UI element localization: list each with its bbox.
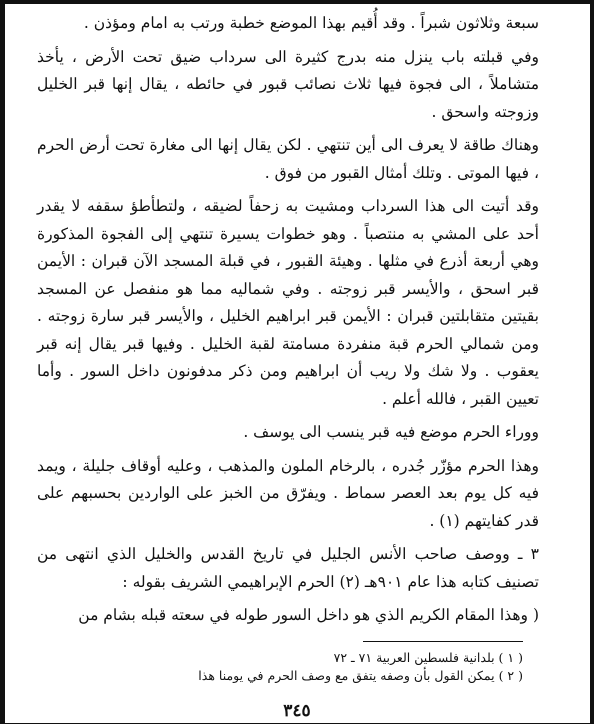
footnote-1: ( ١ ) بلدانية فلسطين العربية ٧١ ـ ٧٢	[333, 650, 523, 665]
paragraph-6: وهذا الحرم مؤزّر جُدره ، بالرخام الملون والمذهب ، وعليه أوقاف جليلة ، ويمد فيه كل يوم بعد العصر سماط . ويفرّق من الخبز على الواردين بحسبهم على قدر كفايتهم (١) .	[37, 456, 539, 530]
footnote-2: ( ٢ ) يمكن القول بأن وصفه يتفق مع وصف الحرم في يومنا هذا	[198, 668, 523, 683]
paragraph-5: ووراء الحرم موضع فيه قبر ينسب الى يوسف .	[243, 423, 539, 441]
paragraph-4: وقد أتيت الى هذا السرداب ومشيت به زحفاً لضيقه ، ولتطأطؤ سقفه لا يقدر أحد على المشي به منتصباً . وهو خطوات يسيرة تنتهي إلى الفجوة المذكورة وهي أربعة أذرع في مثلها . وهيئة القبور ، في قبلة المسجد الآن قبران : الأيمن قبر اسحق ، والأيسر قبر زوجته . وفي شماليه مما هو منفصل عن المسجد بقيتين متقابلتين قبران : الأيمن قبر ابراهيم الخليل ، والأيسر قبر سارة زوجته . ومن شمالي الحرم قبة منفردة مسامتة لقبة الخليل . وفيها قبر يقال إنه قبر يعقوب . ولا شك ولا ريب أن ابراهيم ومن ذكر مدفونون داخل السور . وأما تعيين القبر ، فالله أعلم .	[37, 197, 539, 408]
paragraph-1: سبعة وثلاثون شبراً . وقد أُقيم بهذا الموضع خطبة ورتب به امام ومؤذن .	[83, 14, 539, 32]
paragraph-2: وفي قبلته باب ينزل منه بدرج كثيرة الى سرداب ضيق تحت الأرض ، يأخذ متشاملاً ، الى فجوة فيها ثلاث نصائب قبور في حائطه ، يقال إنها قبر الخليل وزوجته واسحق .	[37, 47, 539, 121]
footnotes	[61, 649, 523, 685]
paragraph-3: وهناك طاقة لا يعرف الى أين تنتهي . لكن يقال إنها الى مغارة تحت أرض الحرم ، فيها الموتى . وتلك أمثال القبور من فوق .	[37, 136, 539, 182]
scan-border-left	[1, 1, 5, 723]
paragraph-8: ( وهذا المقام الكريم الذي هو داخل السور طوله في سعته قبله بشام من	[78, 606, 539, 624]
scan-border-top	[1, 1, 593, 4]
paragraph-7: ٣ ـ ووصف صاحب الأنس الجليل في تاريخ القدس والخليل الذي انتهى من تصنيف كتابه هذا عام ٩٠١هـ (٢) الحرم الإبراهيمي الشريف بقوله :	[37, 545, 539, 591]
footnote-divider	[363, 641, 523, 642]
scan-border-right	[590, 1, 593, 723]
page-number: ٣٤٥	[283, 701, 311, 721]
body-text	[37, 10, 539, 630]
